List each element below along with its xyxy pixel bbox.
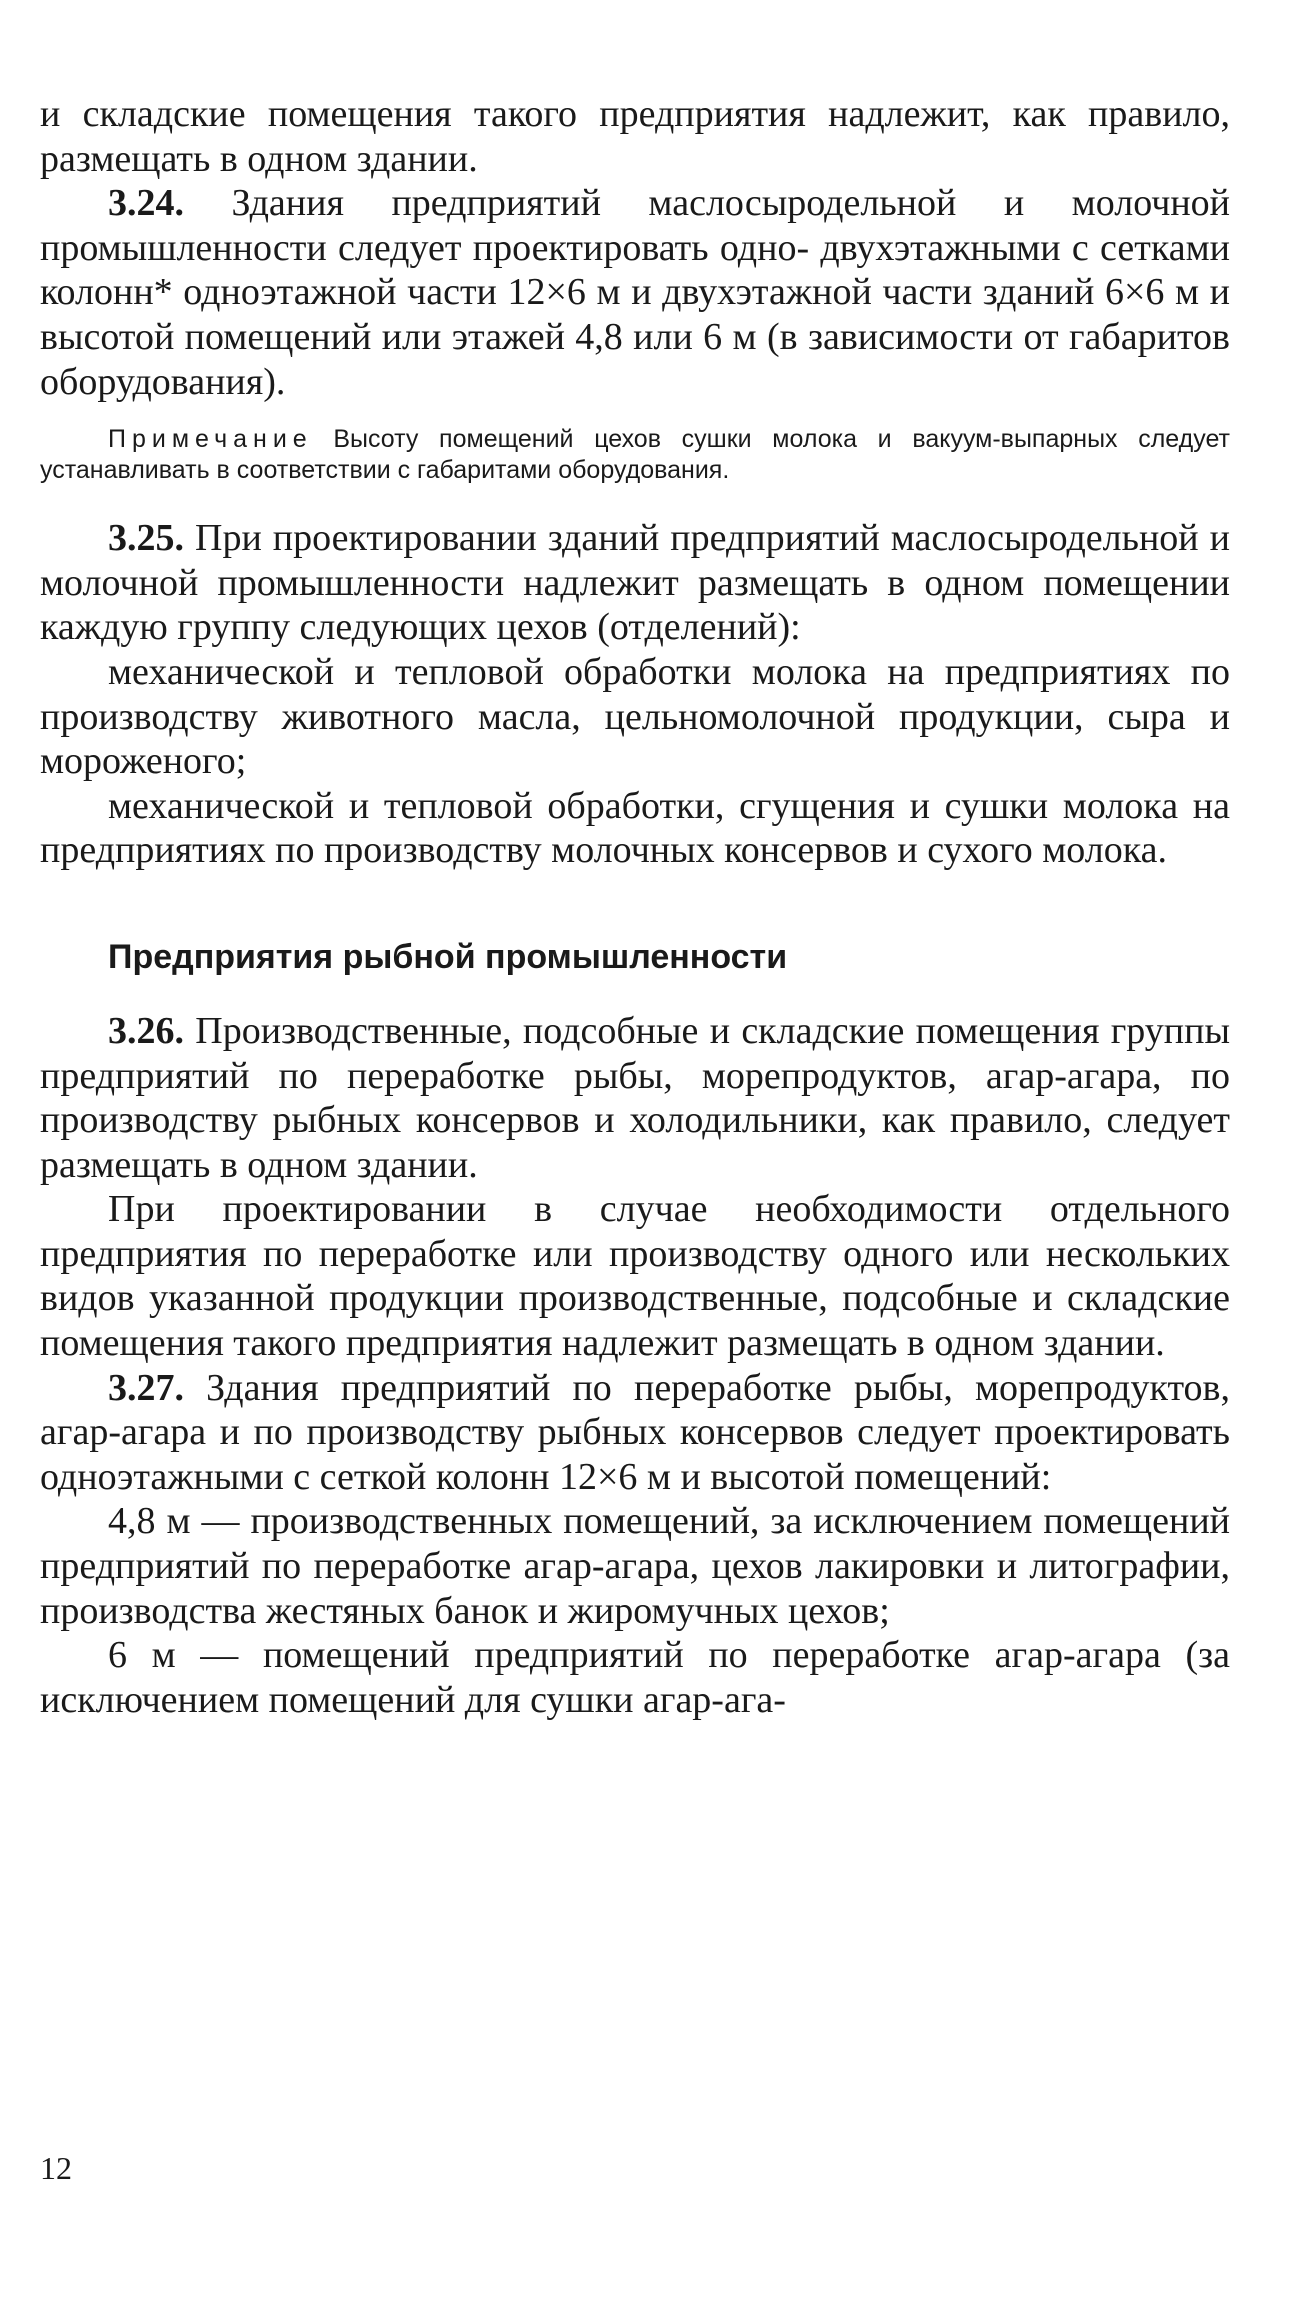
paragraph-text: При проектировании зданий предприятий маслосыродельной и молочной промышленности надлежит размещать в одном помещении каждую группу следующих цехов (отделений):	[40, 517, 1230, 649]
list-item-milk-processing	[40, 650, 1230, 784]
section-heading: Предприятия рыбной промышленности	[108, 937, 788, 976]
paragraph-text: 4,8 м — производственных помещений, за исключением помещений предприятий по переработке агар-агара, цехов лакировки и литографии, производства жестяных банок и жиромучных цехов;	[40, 1500, 1230, 1632]
list-item-condensing-drying	[40, 784, 1230, 873]
paragraph-3-26	[40, 1009, 1230, 1187]
note-label: Примечание	[108, 425, 313, 454]
paragraph-text: Здания предприятий маслосыродельной и молочной промышленности следует проектировать одно- двухэтажными с сетками колонн* одноэтажной части 12×6 м и двухэтажной части зданий 6×6 м и высотой помещений или этажей 4,8 или 6 м (в зависимости от габаритов оборудования).	[40, 182, 1230, 403]
document-page	[40, 92, 1230, 2232]
note-text: Высоту помещений цехов сушки молока и вакуум-выпарных следует устанавливать в соответствии с габаритами оборудования.	[40, 425, 1230, 485]
paragraph-text: механической и тепловой обработки молока на предприятиях по производству животного масла, цельномолочной продукции, сыра и мороженого;	[40, 650, 1230, 783]
paragraph-separate-enterprise	[40, 1187, 1230, 1365]
paragraph-text: и складские помещения такого предприятия надлежит, как правило, размещать в одном здании.	[40, 93, 1230, 180]
paragraph-text: Производственные, подсобные и складские помещения группы предприятий по переработке рыбы, морепродуктов, агар-агара, по производству рыбных консервов и холодильники, как правило, следует размещать в одном здании.	[40, 1009, 1230, 1186]
list-item-height-4-8	[40, 1499, 1230, 1633]
list-item-height-6	[40, 1633, 1230, 1722]
paragraph-text: Здания предприятий по переработке рыбы, морепродуктов, агар-агара и по производству рыбных консервов следует проектировать одноэтажными с сеткой колонн 12×6 м и высотой помещений:	[40, 1366, 1230, 1498]
paragraph-3-25	[40, 516, 1230, 650]
clause-number: 3.25.	[108, 517, 184, 560]
clause-number: 3.24.	[108, 182, 184, 225]
paragraph-3-27	[40, 1366, 1230, 1500]
page-number: 12	[40, 2150, 72, 2186]
paragraph-text: При проектировании в случае необходимости отдельного предприятия по переработке или производству одного или нескольких видов указанной продукции производственные, подсобные и складские помещения такого предприятия надлежит размещать в одном здании.	[40, 1188, 1230, 1365]
clause-number: 3.27.	[108, 1366, 184, 1409]
paragraph-text: 6 м — помещений предприятий по переработке агар-агара (за исключением помещений для сушки агар-ага-	[40, 1634, 1230, 1721]
paragraph-text: механической и тепловой обработки, сгущения и сушки молока на предприятиях по производству молочных консервов и сухого молока.	[40, 784, 1230, 872]
clause-number: 3.26.	[108, 1009, 184, 1052]
paragraph-3-24	[40, 181, 1230, 404]
paragraph-continuation	[40, 92, 1230, 181]
note	[40, 424, 1230, 486]
